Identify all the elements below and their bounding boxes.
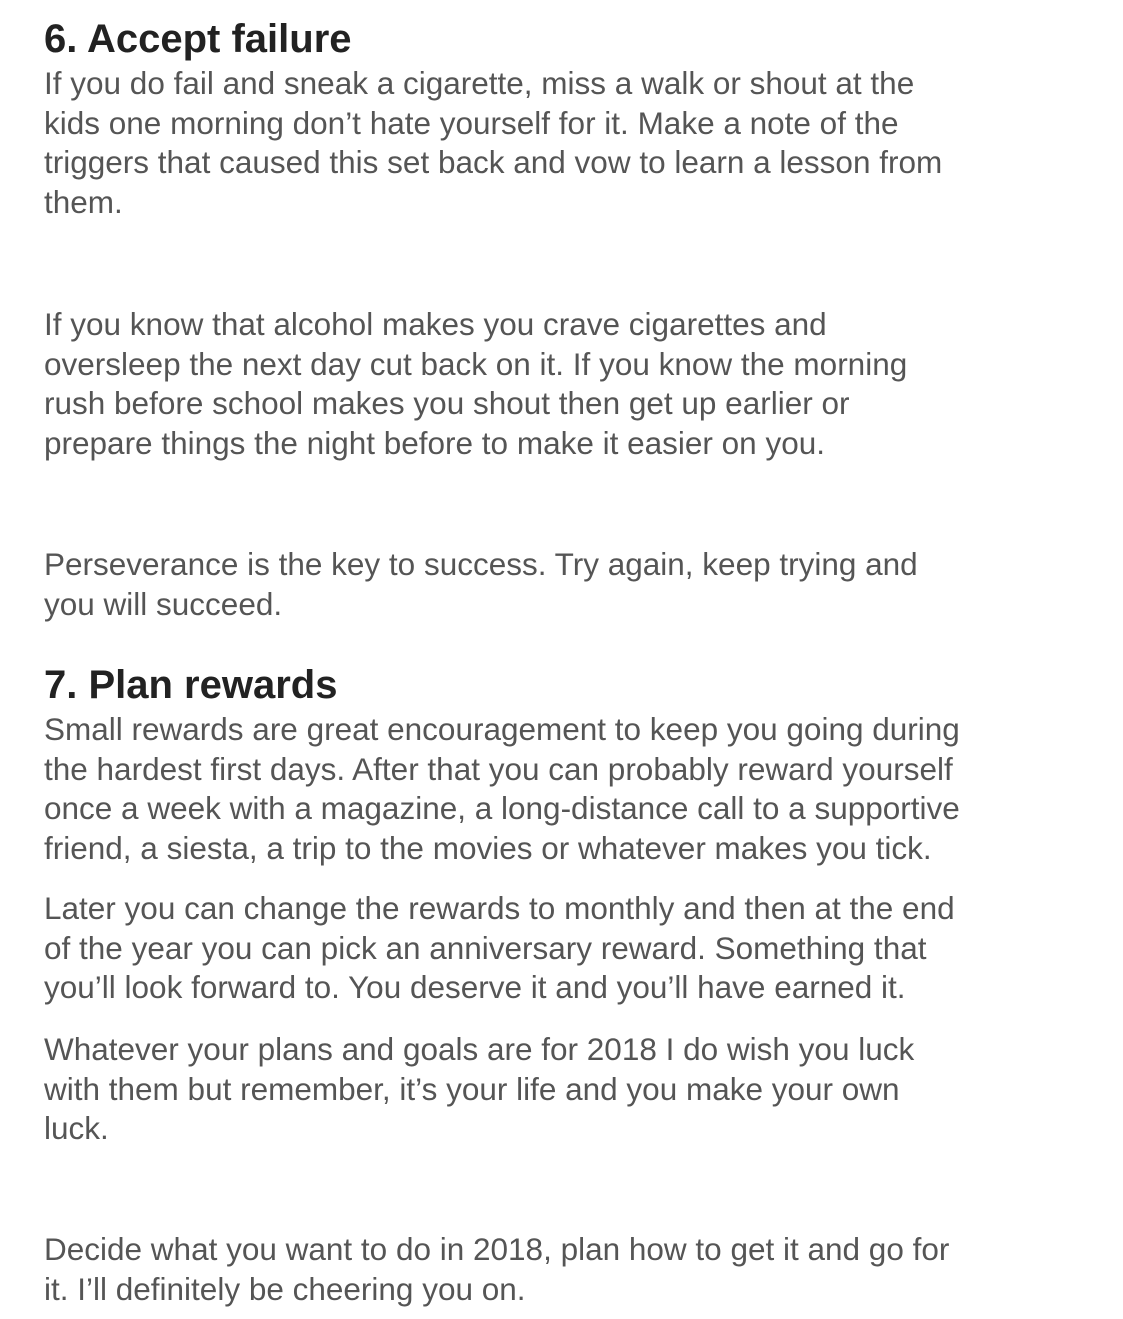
paragraph-plan-rewards-later [44, 889, 1084, 1008]
text-line: of the year you can pick an anniversary reward. Something that [44, 929, 927, 966]
paragraph-accept-failure-triggers [44, 305, 1084, 463]
paragraph-plan-rewards-small [44, 710, 1084, 868]
text-line: Decide what you want to do in 2018, plan how to get it and go for [44, 1231, 950, 1267]
text-line: once a week with a magazine, a long-distance call to a supportive [44, 790, 960, 826]
text-line: luck. [44, 1110, 109, 1146]
paragraph-accept-failure-perseverance [44, 545, 1084, 624]
text-line: Small rewards are great encouragement to keep you going during [44, 711, 960, 747]
text-line: Whatever your plans and goals are for 2018 I do wish you luck [44, 1031, 915, 1067]
text-line: oversleep the next day cut back on it. If you know the morning [44, 345, 908, 382]
paragraph-plan-rewards-closing [44, 1230, 1084, 1309]
section-heading-plan-rewards: 7. Plan rewards [44, 663, 338, 707]
text-line: If you know that alcohol makes you crave cigarettes and [44, 306, 827, 342]
text-line: rush before school makes you shout then get up earlier or [44, 385, 850, 421]
text-line: it. I’ll definitely be cheering you on. [44, 1270, 526, 1307]
text-line: them. [44, 183, 123, 220]
text-line: prepare things the night before to make it easier on you. [44, 424, 825, 461]
paragraph-accept-failure-intro [44, 64, 1084, 222]
text-line: Later you can change the rewards to monthly and then at the end [44, 890, 955, 926]
text-line: you will succeed. [44, 585, 283, 622]
section-heading-accept-failure: 6. Accept failure [44, 17, 352, 61]
text-line: If you do fail and sneak a cigarette, miss a walk or shout at the [44, 65, 915, 101]
text-line: with them but remember, it’s your life and you make your own [44, 1070, 900, 1107]
text-line: triggers that caused this set back and vow to learn a lesson from [44, 144, 943, 180]
paragraph-plan-rewards-whatever [44, 1030, 1084, 1149]
text-line: the hardest first days. After that you can probably reward yourself [44, 750, 953, 787]
text-line: Perseverance is the key to success. Try again, keep trying and [44, 546, 918, 582]
text-line: kids one morning don’t hate yourself for it. Make a note of the [44, 104, 899, 141]
text-line: you’ll look forward to. You deserve it and you’ll have earned it. [44, 969, 906, 1005]
text-line: friend, a siesta, a trip to the movies or whatever makes you tick. [44, 829, 932, 866]
